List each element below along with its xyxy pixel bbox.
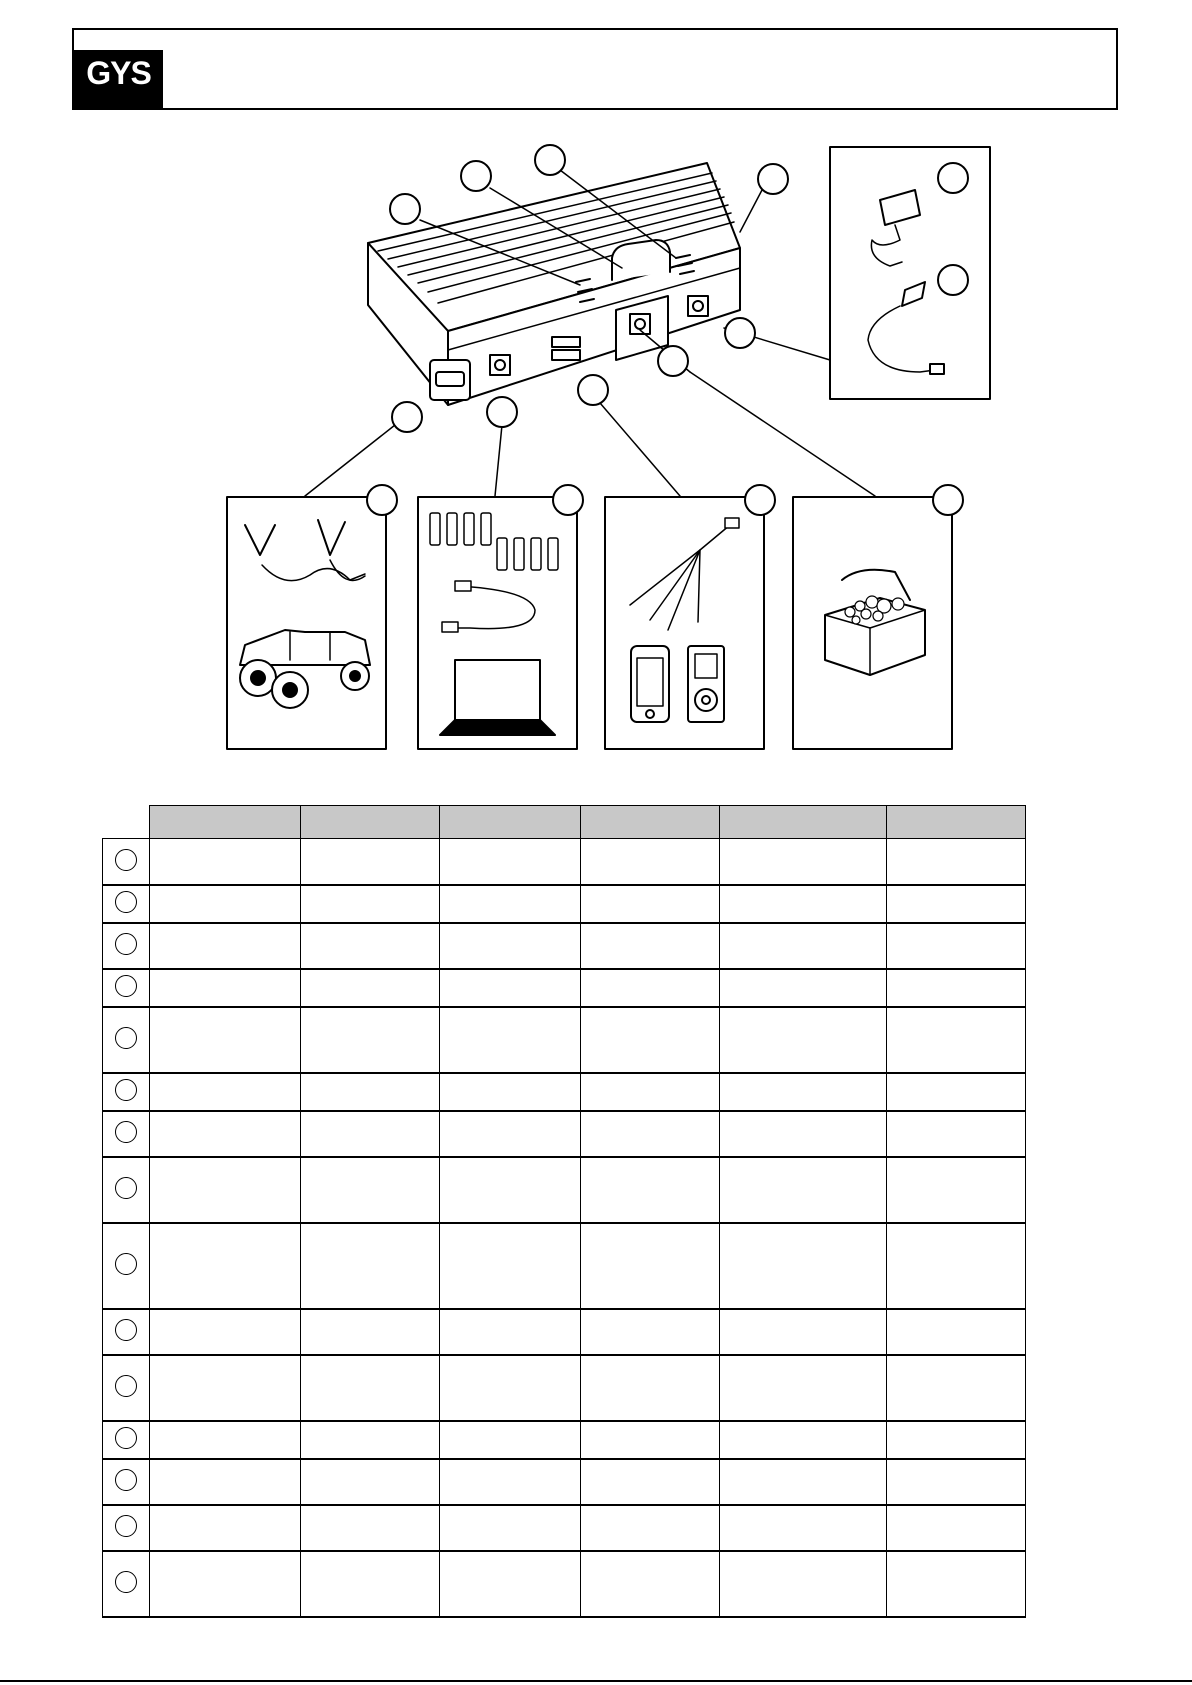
table-cell [886,969,1025,1007]
table-cell [300,969,439,1007]
row-number-cell [103,923,150,969]
row-number-circle [115,1571,137,1593]
table-header [300,806,439,839]
table-cell [300,1223,439,1309]
row-number-circle [115,1027,137,1049]
panel-laptop [418,485,583,749]
table-row [103,1459,1026,1505]
table-cell [149,923,300,969]
table-cell [149,1421,300,1459]
row-number-circle [115,849,137,871]
row-number-circle [115,1121,137,1143]
row-number-cell [103,1505,150,1551]
table-header-row [103,806,1026,839]
table-cell [149,1459,300,1505]
table-cell [300,885,439,923]
table-cell [580,1355,719,1421]
callout-circle [725,318,755,348]
table-cell [580,839,719,885]
table-cell [300,1157,439,1223]
table-cell [719,1421,886,1459]
table-cell [580,1111,719,1157]
table-cell [439,1309,580,1355]
callout-circle [487,397,517,427]
table-row [103,1073,1026,1111]
table-cell [439,885,580,923]
row-number-circle [115,1079,137,1101]
table-cell [300,1505,439,1551]
logo-text: GYS [86,55,151,91]
table-cell [149,885,300,923]
table-cell [439,1459,580,1505]
table-cell [719,1157,886,1223]
table-cell [300,1421,439,1459]
row-number-cell [103,1551,150,1617]
panel-phones [605,485,775,749]
table-cell [886,1223,1025,1309]
table-header [580,806,719,839]
table-row [103,1355,1026,1421]
row-number-cell [103,1309,150,1355]
table-header [439,806,580,839]
callout-circle [758,164,788,194]
table-row [103,923,1026,969]
table-cell [300,1459,439,1505]
table-cell [439,1421,580,1459]
row-number-circle [115,1375,137,1397]
table-cell [300,1309,439,1355]
table-cell [886,1421,1025,1459]
table-cell [149,1073,300,1111]
table-cell [719,1505,886,1551]
table-cell [149,1111,300,1157]
charger-panel [830,147,990,399]
table-row [103,885,1026,923]
table-row [103,1157,1026,1223]
table-cell [886,1157,1025,1223]
table-cell [886,1007,1025,1073]
row-number-circle [115,975,137,997]
table-row [103,1421,1026,1459]
row-number-cell [103,1459,150,1505]
table-cell [439,923,580,969]
table-cell [719,1355,886,1421]
table-cell [719,923,886,969]
table-cell [149,1505,300,1551]
table-cell [719,969,886,1007]
table-cell [439,1157,580,1223]
table-cell [886,1309,1025,1355]
callout-circle [658,346,688,376]
table-header [886,806,1025,839]
row-number-circle [115,933,137,955]
table-cell [886,1073,1025,1111]
table-cell [580,1073,719,1111]
panel-clamps-jeep [227,485,397,749]
table-cell [149,839,300,885]
table-cell [719,1309,886,1355]
callout-circle [461,161,491,191]
row-number-cell [103,1007,150,1073]
callout-circle [392,402,422,432]
table-cell [439,839,580,885]
table-cell [439,1551,580,1617]
row-number-circle [115,1469,137,1491]
table-cell [886,1505,1025,1551]
row-number-cell [103,839,150,885]
table-cell [719,1459,886,1505]
table-cell [439,1505,580,1551]
row-number-cell [103,1073,150,1111]
table-cell [439,1223,580,1309]
table-cell [580,969,719,1007]
row-number-cell [103,969,150,1007]
table-cell [886,1355,1025,1421]
table-cell [439,969,580,1007]
table-row [103,1223,1026,1309]
row-number-cell [103,1111,150,1157]
table-cell [580,1157,719,1223]
table-cell [149,1223,300,1309]
table-cell [439,1073,580,1111]
table-row [103,1505,1026,1551]
table-cell [149,1309,300,1355]
table-cell [580,1309,719,1355]
table-cell [149,1157,300,1223]
table-cell [719,1551,886,1617]
row-number-cell [103,1223,150,1309]
table-cell [439,1007,580,1073]
row-number-cell [103,1421,150,1459]
table-cell [719,1223,886,1309]
row-number-cell [103,1157,150,1223]
row-number-circle [115,1427,137,1449]
table-cell [439,1111,580,1157]
row-number-cell [103,1355,150,1421]
table-cell [719,1111,886,1157]
row-number-circle [115,891,137,913]
row-number-circle [115,1177,137,1199]
table-cell [580,923,719,969]
table-row [103,969,1026,1007]
page-bottom-rule [0,1680,1192,1682]
table-row [103,839,1026,885]
product-illustration [0,0,1192,760]
table-cell [149,1007,300,1073]
table-cell [886,1551,1025,1617]
table-cell [149,1551,300,1617]
table-row [103,1309,1026,1355]
table-row [103,1111,1026,1157]
table-cell [580,1421,719,1459]
table-header [719,806,886,839]
row-number-circle [115,1515,137,1537]
table-cell [300,1355,439,1421]
table-cell [886,839,1025,885]
table-row [103,1007,1026,1073]
table-row [103,1551,1026,1617]
table-cell [300,1551,439,1617]
row-number-cell [103,885,150,923]
callout-circle [535,145,565,175]
table-cell [580,1551,719,1617]
table-cell [300,923,439,969]
table-cell [149,969,300,1007]
table-cell [439,1355,580,1421]
spec-table [102,805,1026,1618]
table-cell [886,1111,1025,1157]
table-cell [886,923,1025,969]
table-cell [580,1505,719,1551]
callout-circle [578,375,608,405]
table-cell [719,885,886,923]
table-cell [580,885,719,923]
table-cell [719,1073,886,1111]
table-cell [300,1007,439,1073]
table-cell [149,1355,300,1421]
table-cell [886,885,1025,923]
table-cell [580,1007,719,1073]
table-cell [719,1007,886,1073]
table-cell [300,1073,439,1111]
table-cell [580,1223,719,1309]
panel-coolbox [793,485,963,749]
row-number-circle [115,1319,137,1341]
row-number-circle [115,1253,137,1275]
table-corner [103,806,150,839]
callout-circle [390,194,420,224]
table-cell [719,839,886,885]
table-header [149,806,300,839]
table-cell [886,1459,1025,1505]
table-cell [580,1459,719,1505]
table-cell [300,1111,439,1157]
table-cell [300,839,439,885]
